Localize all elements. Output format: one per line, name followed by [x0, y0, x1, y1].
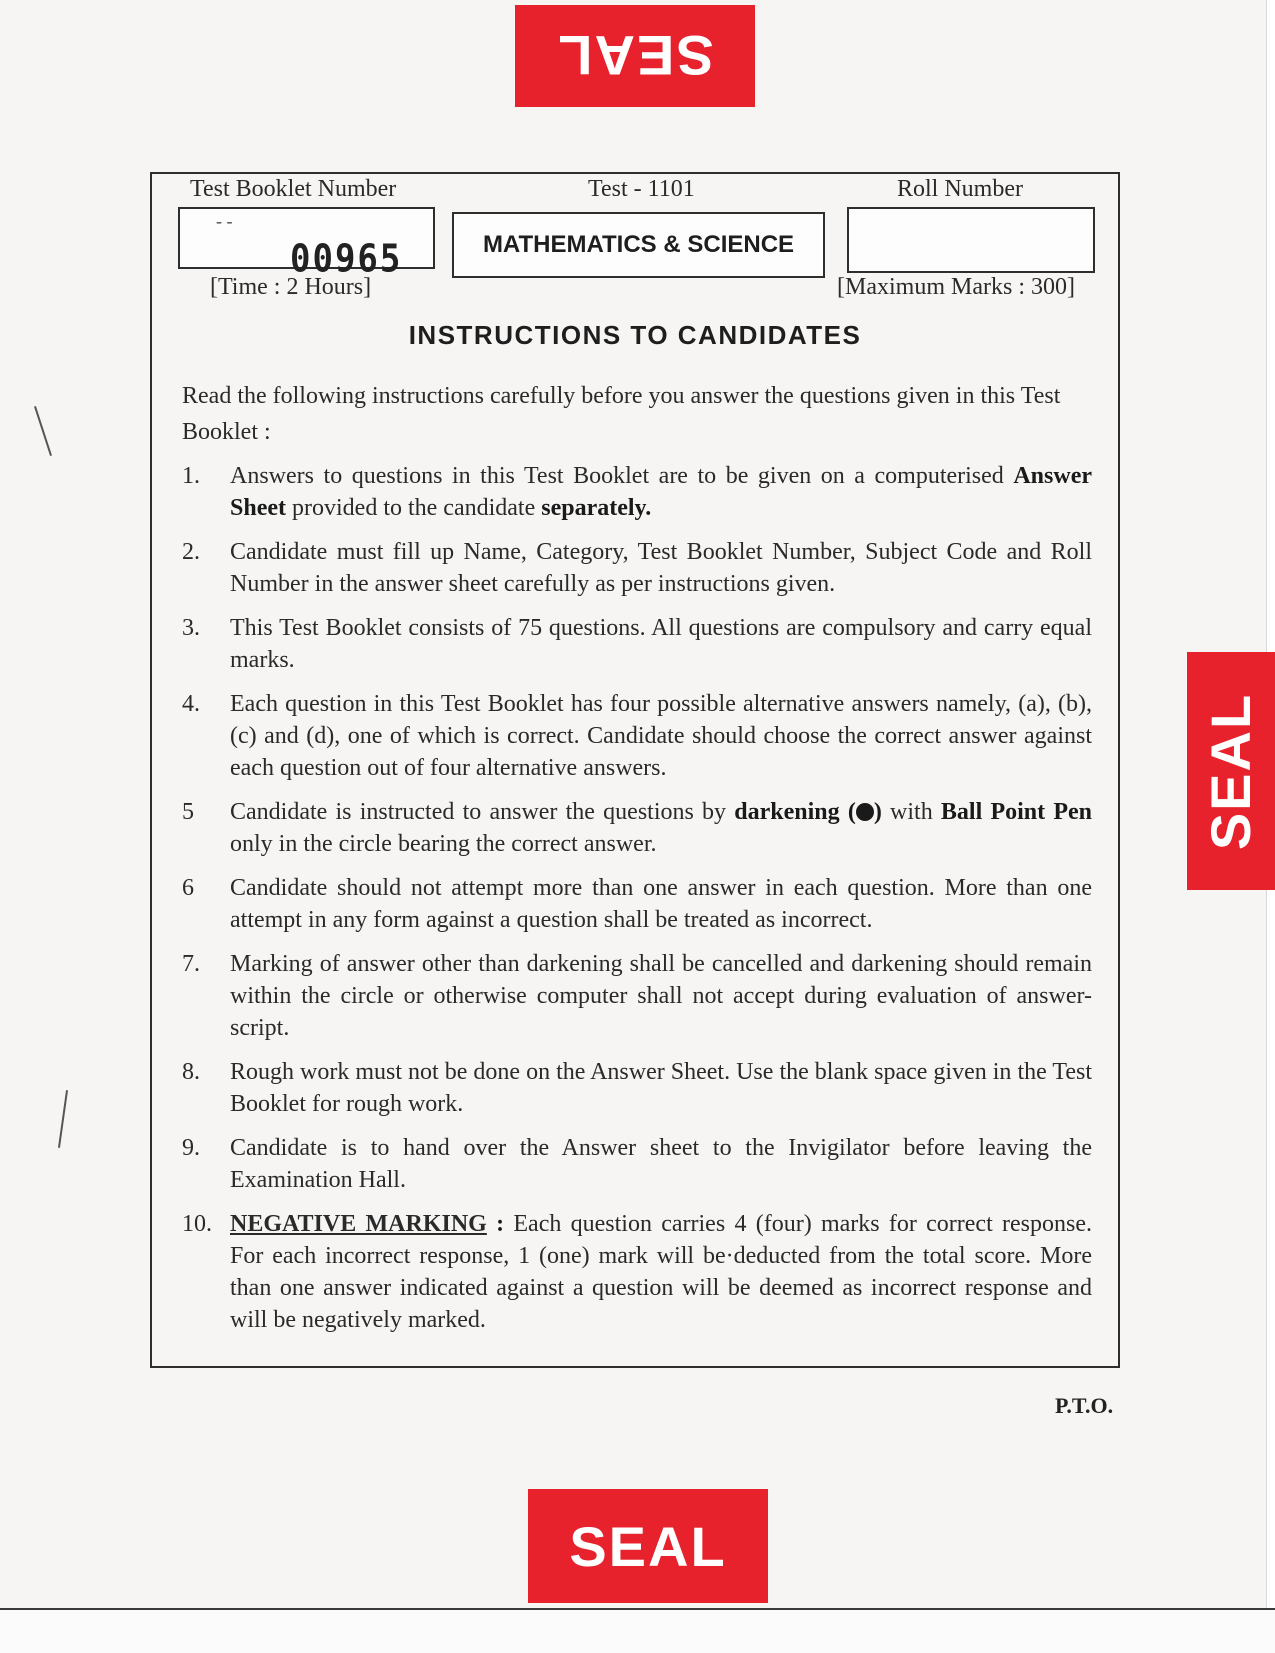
item-number: 3. — [182, 615, 200, 641]
item-emphasis: : — [486, 1211, 514, 1237]
item-number: 6 — [182, 875, 194, 901]
item-text: with — [881, 799, 941, 825]
booklet-number-value: 00965 — [290, 236, 403, 282]
pto-label: P.T.O. — [1055, 1393, 1114, 1418]
item-text: Each question in this Test Booklet has four possible alternative answers namely, (a), (b), (c) and (d), one of which is correct. Candidate should choose the correct answer against each question out of four alternative answers. — [230, 691, 1092, 781]
item-text: Each question carries 4 (four) marks for correct response. For each incorrect response, 1 (one) mark will be·deducted from the total score. More than one answer indicated against a question will be deemed as incorrect response and will be negatively marked. — [230, 1211, 1092, 1333]
instruction-item-7 — [182, 948, 1092, 1044]
instruction-item-10 — [182, 1208, 1092, 1336]
seal-bottom: SEAL — [528, 1489, 768, 1603]
instruction-item-3 — [182, 612, 1092, 676]
page-title: INSTRUCTIONS TO CANDIDATES — [408, 320, 862, 350]
item-text: Marking of answer other than darkening shall be cancelled and darkening should remain within the circle or otherwise computer shall not accept during evaluation of answer-script. — [230, 951, 1092, 1041]
instruction-item-8 — [182, 1056, 1092, 1120]
maximum-marks: [Maximum Marks : 300] — [837, 274, 1075, 300]
instruction-item-5 — [182, 796, 1092, 860]
item-text: provided to the candidate — [286, 495, 542, 521]
item-emphasis: darkening ( — [734, 799, 856, 825]
item-number: 7. — [182, 951, 200, 977]
item-emphasis: separately. — [541, 495, 652, 521]
instructions-frame — [150, 172, 1120, 1368]
scan-edge-bottom — [0, 1608, 1275, 1653]
booklet-number-label: Test Booklet Number — [190, 176, 397, 202]
pen-mark — [34, 406, 52, 456]
pen-mark — [58, 1090, 68, 1148]
item-number: 5 — [182, 799, 194, 825]
roll-number-label: Roll Number — [897, 176, 1023, 202]
item-text: only in the circle bearing the correct answer. — [230, 831, 657, 857]
item-emphasis: Answer Sheet — [230, 463, 1092, 521]
item-number: 10. — [182, 1211, 212, 1237]
negative-marking-label: NEGATIVE MARKING — [230, 1211, 487, 1237]
item-number: 2. — [182, 539, 200, 565]
item-text: Answers to questions in this Test Booklet are to be given on a computerised — [230, 463, 1014, 489]
roll-number-box[interactable] — [847, 207, 1095, 273]
instruction-item-9 — [182, 1132, 1092, 1196]
subject-name: MATHEMATICS & SCIENCE — [482, 231, 795, 258]
item-emphasis: Ball Point Pen — [940, 799, 1093, 825]
item-text: Candidate is instructed to answer the questions by — [230, 799, 735, 825]
item-number: 4. — [182, 691, 200, 717]
instruction-item-6 — [182, 872, 1092, 936]
time-allowed: [Time : 2 Hours] — [210, 274, 372, 300]
instruction-item-4 — [182, 688, 1092, 784]
intro-text: Read the following instructions carefully before you answer the questions given in this Test Booklet : — [182, 383, 1061, 445]
seal-right — [1187, 652, 1275, 890]
seal-top: SEAL — [515, 5, 755, 107]
instruction-item-2 — [182, 536, 1092, 600]
subject-box — [452, 212, 825, 278]
item-text: This Test Booklet consists of 75 questions. All questions are compulsory and carry equal marks. — [230, 615, 1092, 673]
seal-right-label: SEAL — [1199, 692, 1263, 850]
item-text: Candidate must fill up Name, Category, Test Booklet Number, Subject Code and Roll Number in the answer sheet carefully as per instructions given. — [230, 539, 1092, 597]
instructions-list — [182, 460, 1092, 1348]
item-number: 8. — [182, 1059, 200, 1085]
instruction-item-1 — [182, 460, 1092, 524]
item-text: Candidate is to hand over the Answer sheet to the Invigilator before leaving the Examination Hall. — [230, 1135, 1092, 1193]
filled-circle-icon — [856, 803, 874, 821]
test-code-label: Test - 1101 — [588, 176, 695, 202]
item-text: Rough work must not be done on the Answer Sheet. Use the blank space given in the Test Booklet for rough work. — [230, 1059, 1092, 1117]
booklet-number-prefix: - - — [216, 211, 233, 231]
item-number: 9. — [182, 1135, 200, 1161]
item-number: 1. — [182, 463, 200, 489]
booklet-number-box — [178, 207, 435, 282]
item-emphasis: ) — [873, 799, 882, 825]
item-text: Candidate should not attempt more than one answer in each question. More than one attempt in any form against a question shall be treated as incorrect. — [230, 875, 1092, 933]
